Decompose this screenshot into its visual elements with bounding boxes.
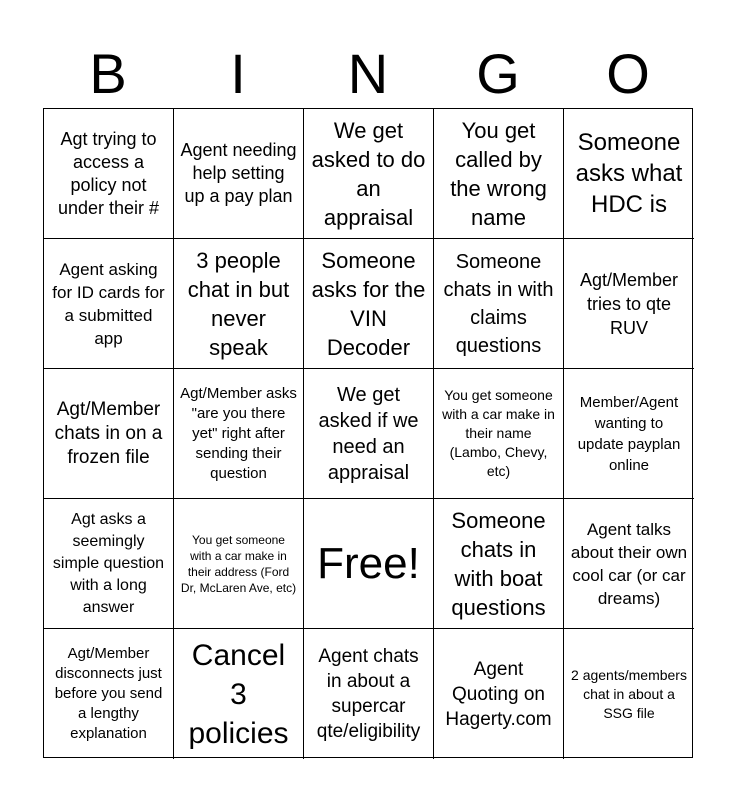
bingo-cell[interactable] [304, 629, 434, 759]
bingo-cell[interactable] [44, 499, 174, 629]
cell-text: Agt/Member asks "are you there yet" right after sending their question [180, 384, 297, 482]
cell-text: Agt/Member tries to qte RUV [579, 269, 679, 338]
header-letter-o: O [606, 42, 650, 105]
cell-text: Agent talks about their own cool car (or car dreams) [570, 519, 688, 608]
cell-text: Agt/Member disconnects just before you send a lengthy explanation [54, 645, 163, 742]
header-letter-n: N [347, 42, 389, 105]
cell-text: Someone chats in with claims questions [443, 250, 554, 357]
cell-text: Agent Quoting on Hagerty.com [445, 658, 552, 730]
cell-text: Agent needing help setting up a pay plan [180, 140, 297, 206]
header-letter-i: I [230, 42, 246, 105]
cell-text: Agt trying to access a policy not under their # [57, 128, 160, 218]
bingo-cell[interactable] [44, 629, 174, 759]
bingo-cell[interactable] [174, 629, 304, 759]
bingo-cell[interactable] [44, 239, 174, 369]
bingo-cell[interactable] [44, 109, 174, 239]
header-letter-b: B [89, 42, 127, 105]
bingo-cell[interactable] [434, 239, 564, 369]
bingo-cell[interactable] [44, 369, 174, 499]
cell-text: 3 people chat in but never speak [187, 247, 290, 360]
bingo-cell[interactable] [564, 369, 694, 499]
cell-text: Agent asking for ID cards for a submitted app [52, 259, 165, 348]
bingo-cell[interactable] [174, 369, 304, 499]
bingo-cell[interactable] [564, 629, 694, 759]
header-letter-g: G [476, 42, 520, 105]
cell-text: We get asked to do an appraisal [311, 117, 426, 230]
cell-text: We get asked if we need an appraisal [318, 383, 419, 484]
bingo-cell[interactable] [174, 109, 304, 239]
cell-text: Cancel 3 policies [188, 638, 289, 750]
free-space-label: Free! [317, 538, 420, 588]
cell-text: Member/Agent wanting to update payplan online [577, 393, 681, 474]
cell-text: Agent chats in about a supercar qte/eligibility [316, 646, 421, 742]
bingo-cell[interactable] [434, 499, 564, 629]
cell-text: Someone chats in with boat questions [451, 507, 546, 620]
bingo-cell[interactable] [304, 109, 434, 239]
bingo-cell[interactable] [304, 239, 434, 369]
bingo-cell[interactable] [174, 499, 304, 629]
cell-text: You get someone with a car make in their name (Lambo, Chevy, etc) [442, 387, 555, 479]
bingo-cell[interactable] [434, 629, 564, 759]
bingo-cell[interactable] [174, 239, 304, 369]
cell-text: Agt asks a seemingly simple question with a long answer [52, 510, 165, 616]
cell-text: 2 agents/members chat in about a SSG file [571, 666, 687, 721]
cell-text: You get called by the wrong name [450, 117, 547, 230]
cell-text: Someone asks what HDC is [575, 129, 683, 218]
bingo-card [43, 108, 693, 758]
cell-text: Someone asks for the VIN Decoder [311, 247, 426, 360]
cell-text: You get someone with a car make in their address (Ford Dr, McLaren Ave, etc) [180, 532, 297, 595]
cell-text: Agt/Member chats in on a frozen file [54, 398, 163, 468]
bingo-cell[interactable] [564, 239, 694, 369]
bingo-cell[interactable] [564, 109, 694, 239]
bingo-cell[interactable] [304, 369, 434, 499]
bingo-header [43, 40, 693, 108]
free-space[interactable] [304, 499, 434, 629]
bingo-cell[interactable] [564, 499, 694, 629]
bingo-cell[interactable] [434, 109, 564, 239]
bingo-cell[interactable] [434, 369, 564, 499]
